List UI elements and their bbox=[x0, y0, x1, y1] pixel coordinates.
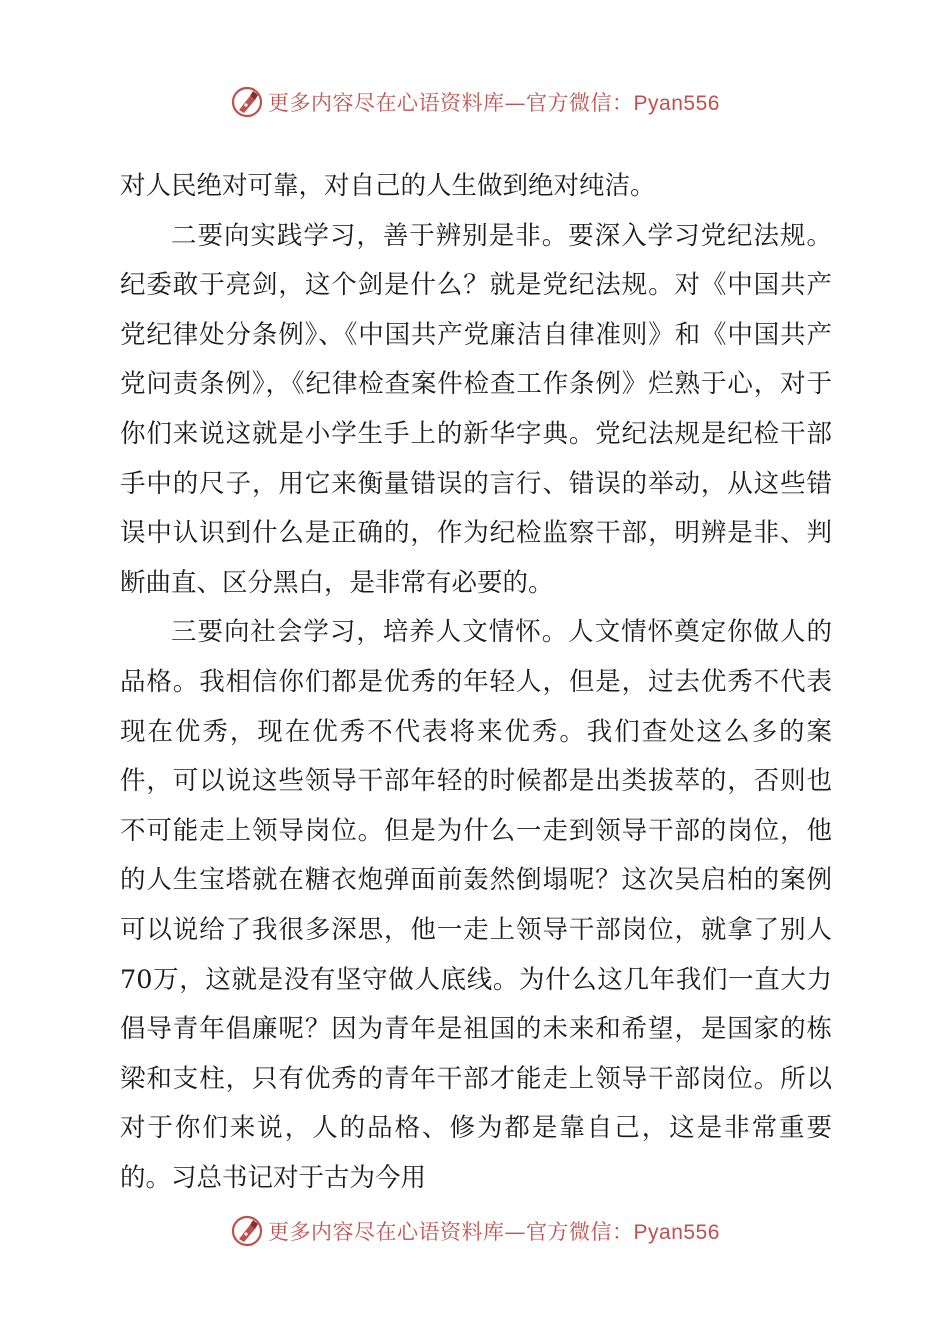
paragraph-1: 对人民绝对可靠，对自己的人生做到绝对纯洁。 bbox=[120, 171, 656, 201]
paragraph-2: 二要向实践学习，善于辨别是非。要深入学习党纪法规。纪委敢于亮剑，这个剑是什么？就是党纪法规。对《中国共产党纪律处分条例》、《中国共产党廉洁自律准则》和《中国共产党问责条例》，《纪律检查案件检查工作条例》烂熟于心，对于你们来说这就是小学生手上的新华字典。党纪法规是纪检干部手中的尺子，用它来衡量错误的言行、错误的举动，从这些错误中认识到什么是正确的，作为纪检监察干部，明辨是非、判断曲直、区分黑白，是非常有必要的。 bbox=[120, 220, 832, 598]
pen-nib-logo-icon bbox=[230, 85, 264, 119]
paragraph-3: 三要向社会学习，培养人文情怀。人文情怀奠定你做人的品格。我相信你们都是优秀的年轻人，但是，过去优秀不代表现在优秀，现在优秀不代表将来优秀。我们查处这么多的案件，可以说这些领导干部年轻的时候都是出类拔萃的，否则也不可能走上领导岗位。但是为什么一走到领导干部的岗位，他的人生宝塔就在糖衣炮弹面前轰然倒塌呢？这次吴启柏的案例可以说给了我很多深思，他一走上领导干部岗位，就拿了别人70万，这就是没有坚守做人底线。为什么这几年我们一直大力倡导青年倡廉呢？因为青年是祖国的未来和希望，是国家的栋梁和支柱，只有优秀的青年干部才能走上领导干部岗位。所以对于你们来说，人的品格、修为都是靠自己，这是非常重要的。习总书记对于古为今用 bbox=[120, 617, 832, 1193]
document-body bbox=[120, 162, 832, 1203]
footer-banner bbox=[0, 1211, 950, 1251]
footer-banner-text: 更多内容尽在心语资料库—官方微信：Pyan556 bbox=[268, 1220, 720, 1244]
header-banner bbox=[0, 82, 950, 122]
pen-nib-logo-icon bbox=[230, 1214, 264, 1248]
header-banner-text: 更多内容尽在心语资料库—官方微信：Pyan556 bbox=[268, 91, 720, 115]
